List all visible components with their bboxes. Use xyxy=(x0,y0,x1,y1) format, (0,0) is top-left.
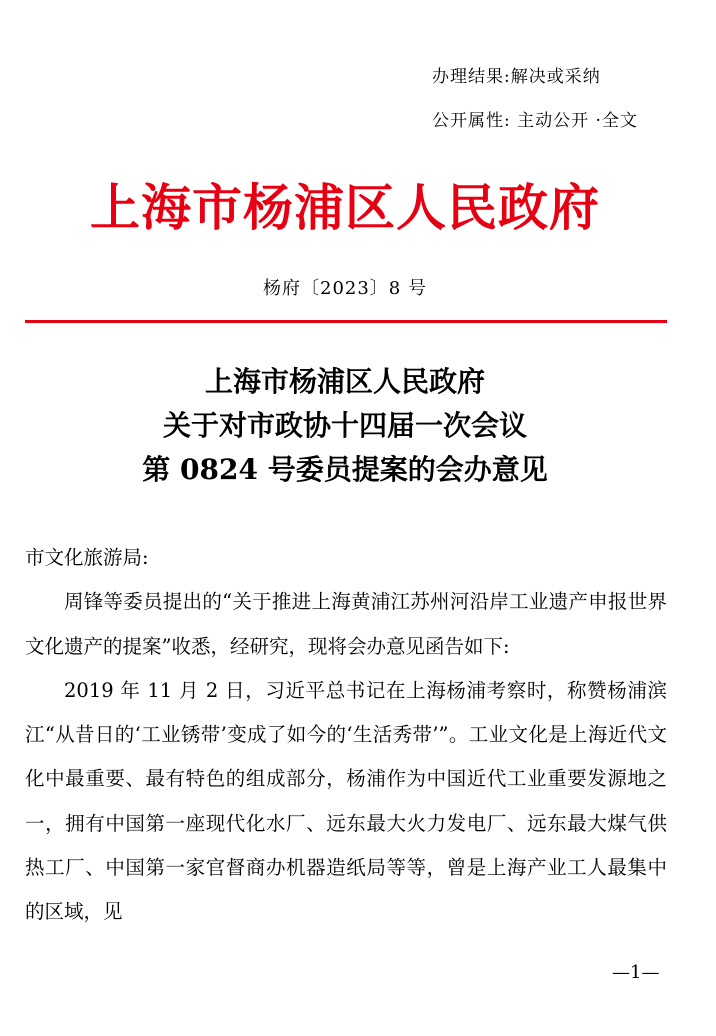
salutation: 市文化旅游局: xyxy=(25,546,149,569)
title-line-2: 关于对市政协十四届一次会议 xyxy=(162,409,527,442)
disclosure-attribute: 公开属性: 主动公开 ·全文 xyxy=(432,111,638,131)
red-divider xyxy=(25,320,667,323)
title-line-1: 上海市杨浦区人民政府 xyxy=(204,365,485,398)
document-number: 杨府〔2023〕8 号 xyxy=(263,278,427,299)
document-body xyxy=(25,536,667,935)
document-title xyxy=(0,360,690,492)
paragraph-2: 2019 年 11 月 2 日，习近平总书记在上海杨浦考察时，称赞杨浦滨江“从昔日的‘工业锈带’变成了如今的‘生活秀带’”。工业文化是上海近代文化中最重要、最有特色的组成部分，杨浦作为中国近代工业重要发源地之一，拥有中国第一座现代化水厂、远东最大火力发电厂、远东最大煤气供热工厂、中国第一家官督商办机器造纸局等等，曾是上海产业工人最集中的区域，见 xyxy=(25,678,667,924)
title-line-3: 第 0824 号委员提案的会办意见 xyxy=(142,453,548,486)
page-number: —1— xyxy=(612,962,660,983)
issuer-heading: 上海市杨浦区人民政府 xyxy=(90,178,600,237)
paragraph-1: 周锋等委员提出的“关于推进上海黄浦江苏州河沿岸工业遗产申报世界文化遗产的提案”收悉，经研究，现将会办意见函告如下: xyxy=(25,590,667,658)
handling-result: 办理结果:解决或采纳 xyxy=(432,67,601,87)
